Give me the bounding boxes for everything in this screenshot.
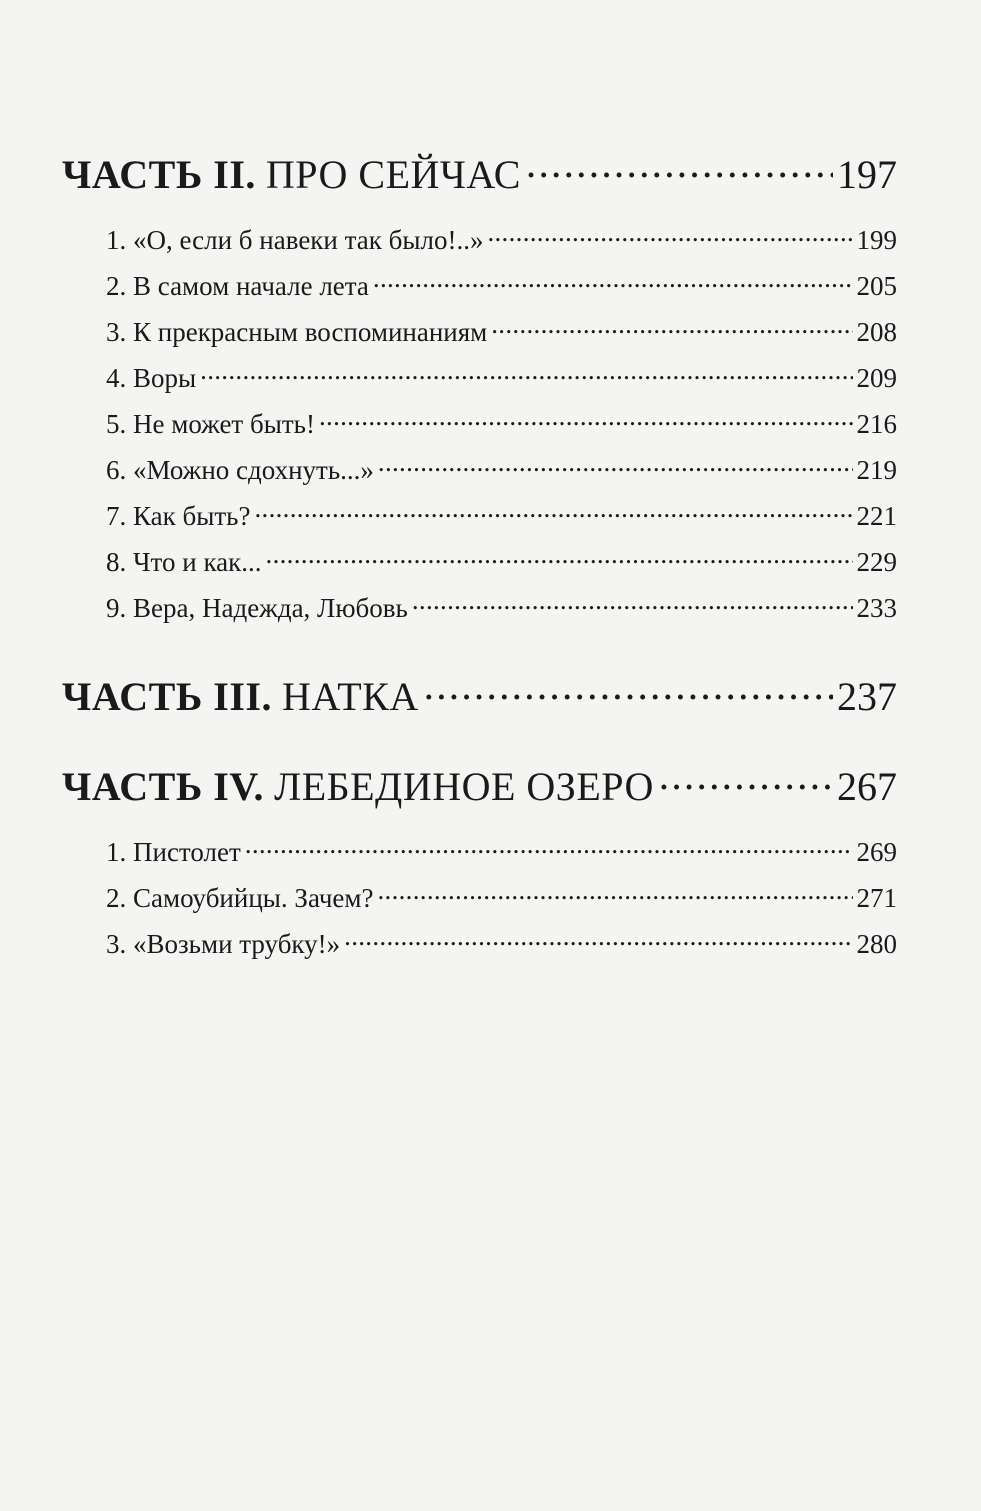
chapter-title: 3. К прекрасным воспоминаниям xyxy=(106,317,488,347)
chapter-title: 3. «Возьми трубку!» xyxy=(106,929,341,959)
dot-leader xyxy=(491,314,852,341)
chapter-page-number: 271 xyxy=(856,883,897,913)
chapter-page-number: 221 xyxy=(856,501,897,531)
dot-leader xyxy=(245,834,853,861)
chapter-title: 2. Самоубийцы. Зачем? xyxy=(106,883,374,913)
dot-leader xyxy=(266,544,853,571)
part-label: ЧАСТЬ II. xyxy=(62,152,256,197)
dot-leader xyxy=(377,880,852,907)
part-page-number: 237 xyxy=(837,674,897,719)
dot-leader xyxy=(319,406,853,433)
chapter-page-number: 205 xyxy=(856,271,897,301)
toc-chapter xyxy=(106,926,897,972)
dot-leader xyxy=(254,498,852,525)
chapter-page-number: 280 xyxy=(856,929,897,959)
dot-leader xyxy=(658,762,833,800)
part-4-chapter-list xyxy=(106,834,897,972)
toc-chapter xyxy=(106,406,897,452)
toc-part-3 xyxy=(62,672,897,732)
dot-leader xyxy=(487,222,852,249)
chapter-title: 4. Воры xyxy=(106,363,197,393)
part-2-chapter-list xyxy=(106,222,897,636)
dot-leader xyxy=(423,672,833,710)
chapter-title: 1. «О, если б навеки так было!..» xyxy=(106,225,484,255)
part-label: ЧАСТЬ IV. xyxy=(62,764,265,809)
toc-chapter xyxy=(106,452,897,498)
chapter-title: 5. Не может быть! xyxy=(106,409,315,439)
chapter-page-number: 199 xyxy=(856,225,897,255)
dot-leader xyxy=(525,150,833,188)
dot-leader xyxy=(344,926,852,953)
toc-part-4 xyxy=(62,762,897,822)
chapter-title: 9. Вера, Надежда, Любовь xyxy=(106,593,408,623)
toc-chapter xyxy=(106,880,897,926)
part-label: ЧАСТЬ III. xyxy=(62,674,272,719)
toc-chapter xyxy=(106,590,897,636)
chapter-title: 6. «Можно сдохнуть...» xyxy=(106,455,374,485)
toc-chapter xyxy=(106,268,897,314)
chapter-title: 7. Как быть? xyxy=(106,501,251,531)
toc-chapter xyxy=(106,360,897,406)
chapter-page-number: 229 xyxy=(856,547,897,577)
part-title: ПРО СЕЙЧАС xyxy=(265,152,521,197)
chapter-page-number: 208 xyxy=(856,317,897,347)
dot-leader xyxy=(200,360,852,387)
table-of-contents xyxy=(62,150,897,972)
toc-chapter xyxy=(106,314,897,360)
toc-chapter xyxy=(106,544,897,590)
toc-chapter xyxy=(106,498,897,544)
chapter-title: 8. Что и как... xyxy=(106,547,262,577)
part-page-number: 197 xyxy=(837,152,897,197)
toc-chapter xyxy=(106,222,897,268)
toc-part-2 xyxy=(62,150,897,210)
part-page-number: 267 xyxy=(837,764,897,809)
dot-leader xyxy=(412,590,853,617)
spacer xyxy=(62,636,897,672)
chapter-page-number: 219 xyxy=(856,455,897,485)
part-title: ЛЕБЕДИНОЕ ОЗЕРО xyxy=(274,764,654,809)
chapter-page-number: 209 xyxy=(856,363,897,393)
chapter-page-number: 269 xyxy=(856,837,897,867)
chapter-page-number: 233 xyxy=(856,593,897,623)
part-title: НАТКА xyxy=(281,674,419,719)
dot-leader xyxy=(373,268,853,295)
dot-leader xyxy=(378,452,853,479)
chapter-title: 1. Пистолет xyxy=(106,837,241,867)
spacer xyxy=(62,732,897,762)
chapter-page-number: 216 xyxy=(856,409,897,439)
chapter-title: 2. В самом начале лета xyxy=(106,271,369,301)
toc-chapter xyxy=(106,834,897,880)
